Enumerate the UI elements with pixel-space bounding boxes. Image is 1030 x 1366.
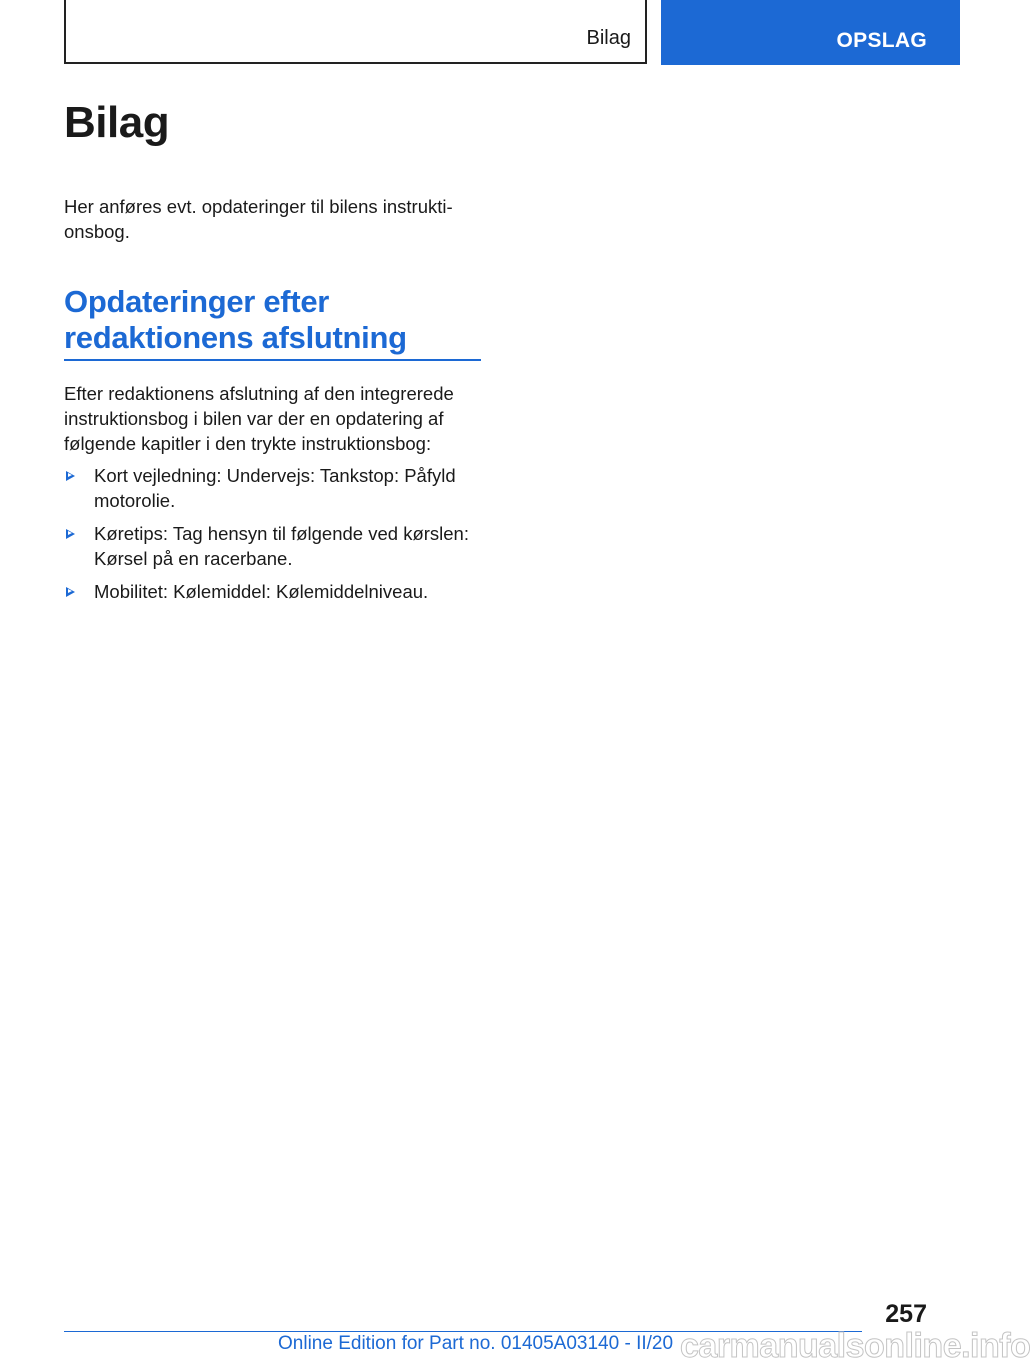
header-section-box — [64, 0, 647, 64]
triangle-bullet-icon — [66, 529, 75, 539]
list-item-text: Kort vejledning: Undervejs: Tankstop: Påfyld motorolie. — [94, 465, 456, 511]
list-item-text: Mobilitet: Kølemiddel: Kølemiddelniveau. — [94, 581, 429, 602]
triangle-bullet-icon — [66, 471, 75, 481]
header-chapter-tab-label: OPSLAG — [836, 29, 927, 52]
list-item — [64, 579, 484, 604]
section-heading: Opdateringer efter redaktionens afslutning — [64, 284, 407, 355]
section-body-paragraph: Efter redaktionens afslutning af den integrerede instruktionsbog i bilen var der en opdatering af følgende kapitler i den trykte instruktionsbog: — [64, 383, 454, 454]
page-number: 257 — [885, 1300, 927, 1328]
section-heading-rule — [64, 359, 481, 361]
intro-paragraph: Her anføres evt. opdateringer til bilens instruktionsbog. — [64, 196, 453, 242]
list-item — [64, 521, 484, 571]
header-section-label: Bilag — [586, 27, 631, 49]
list-item-text: Køretips: Tag hensyn til følgende ved kørslen: Kørsel på en racerbane. — [94, 523, 469, 569]
update-list — [64, 463, 484, 612]
list-item — [64, 463, 484, 513]
watermark: carmanualsonline.info — [680, 1327, 1030, 1365]
header-chapter-tab[interactable] — [661, 0, 960, 65]
footer-edition-text: Online Edition for Part no. 01405A03140 - II/20 — [278, 1333, 674, 1354]
triangle-bullet-icon — [66, 587, 75, 597]
page-title: Bilag — [64, 98, 170, 147]
